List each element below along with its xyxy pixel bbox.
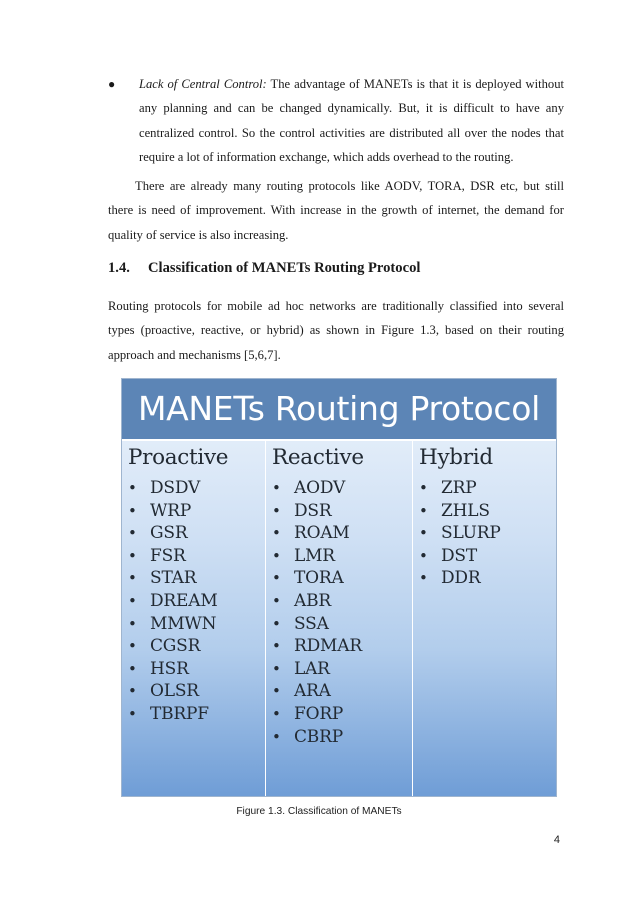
protocol-name: GSR — [150, 523, 188, 544]
bullet-icon: • — [128, 501, 137, 520]
bullet-icon: • — [272, 569, 281, 588]
bullet-icon: • — [128, 591, 137, 610]
bullet-icon: • — [272, 524, 281, 543]
protocol-item — [122, 590, 265, 613]
protocol-item — [122, 545, 265, 568]
protocol-name: HSR — [150, 658, 189, 679]
protocol-name: SSA — [294, 613, 329, 634]
protocol-item — [266, 522, 412, 545]
protocol-item — [266, 658, 412, 681]
protocol-item — [122, 613, 265, 636]
bullet-icon: • — [272, 682, 281, 701]
protocol-item — [266, 545, 412, 568]
bullet-icon: • — [128, 546, 137, 565]
protocol-name: DSR — [294, 500, 332, 521]
bullet-icon: • — [272, 727, 281, 746]
bullet-icon: • — [419, 479, 428, 497]
figure-header: MANETs Routing Protocol — [122, 379, 556, 441]
protocol-item — [122, 500, 265, 523]
protocol-name: WRP — [150, 500, 192, 521]
protocol-name: STAR — [150, 568, 197, 589]
protocol-item — [266, 613, 412, 636]
figure-caption: Figure 1.3. Classification of MANETs — [236, 806, 402, 817]
column-reactive — [266, 439, 413, 796]
bullet-item-central-control — [108, 72, 564, 170]
protocol-item — [266, 680, 412, 703]
bullet-icon: • — [128, 659, 137, 678]
bullet-icon: • — [128, 614, 137, 633]
figure-manets-classification — [121, 378, 557, 797]
protocol-name: ROAM — [294, 523, 350, 544]
protocol-name: RDMAR — [294, 636, 362, 657]
protocol-item — [122, 658, 265, 681]
bullet-icon: • — [272, 659, 281, 678]
protocol-item — [266, 590, 412, 613]
bullet-body: The advantage of MANETs is that it is deployed without any planning and can be changed dynamically. But, it is difficult to have any centralized control. So the control activities are distributed all over the nodes that require a lot of information exchange, which adds overhead to the routing. — [139, 77, 564, 165]
protocol-item — [266, 500, 412, 523]
section-number: 1.4. — [108, 260, 130, 276]
column-title: Proactive — [128, 445, 229, 470]
protocol-name: TBRPF — [150, 703, 209, 724]
protocol-item — [413, 545, 557, 568]
protocol-list — [266, 477, 412, 748]
page-number: 4 — [553, 834, 560, 846]
bullet-icon: • — [272, 704, 281, 723]
protocol-item — [122, 703, 265, 726]
protocol-list — [122, 477, 265, 726]
protocol-item — [413, 500, 557, 523]
protocol-item — [122, 522, 265, 545]
bullet-icon: • — [419, 501, 428, 520]
bullet-icon: • — [128, 479, 137, 497]
protocol-name: TORA — [294, 568, 344, 589]
protocol-name: CGSR — [150, 636, 201, 657]
section-title: Classification of MANETs Routing Protocol — [148, 260, 421, 276]
bullet-icon: • — [128, 704, 137, 723]
protocol-list — [413, 477, 557, 590]
bullet-icon: • — [128, 682, 137, 701]
protocol-item — [413, 567, 557, 590]
protocol-item — [266, 477, 412, 500]
bullet-icon: • — [128, 569, 137, 588]
protocol-name: LAR — [294, 658, 330, 679]
column-title: Hybrid — [419, 445, 493, 470]
bullet-text — [139, 72, 564, 170]
protocol-name: OLSR — [150, 681, 199, 702]
protocol-name: DREAM — [150, 590, 218, 611]
bullet-icon: • — [272, 479, 281, 497]
section-heading — [108, 259, 420, 277]
column-hybrid — [413, 439, 557, 796]
bullet-icon: • — [128, 637, 137, 656]
bullet-lead: Lack of Central Control: — [139, 77, 267, 91]
protocol-name: FORP — [294, 703, 344, 724]
paragraph-classification: Routing protocols for mobile ad hoc networks are traditionally classified into several types (proactive, reactive, or hybrid) as shown in Figure 1.3, based on their routing approach and mechanisms [5,6,7]. — [108, 299, 564, 362]
bullet-icon: • — [272, 591, 281, 610]
column-title: Reactive — [272, 445, 364, 470]
protocol-name: ABR — [294, 590, 331, 611]
bullet-icon: • — [272, 637, 281, 656]
protocol-item — [122, 477, 265, 500]
protocol-name: ARA — [294, 681, 331, 702]
protocol-item — [413, 522, 557, 545]
protocol-name: AODV — [294, 478, 346, 498]
protocol-item — [266, 726, 412, 749]
protocol-name: MMWN — [150, 613, 217, 634]
protocol-item — [413, 477, 557, 500]
bullet-icon: • — [419, 546, 428, 565]
protocol-item — [122, 567, 265, 590]
protocol-name: DST — [441, 545, 478, 566]
protocol-name: ZRP — [441, 478, 477, 498]
protocol-name: DDR — [441, 568, 481, 589]
protocol-item — [266, 567, 412, 590]
protocol-name: LMR — [294, 545, 335, 566]
protocol-item — [122, 635, 265, 658]
protocol-name: DSDV — [150, 478, 201, 498]
protocol-name: CBRP — [294, 726, 343, 747]
bullet-icon: • — [419, 524, 428, 543]
bullet-icon: ● — [108, 77, 116, 91]
protocol-name: SLURP — [441, 523, 501, 544]
bullet-icon: • — [272, 546, 281, 565]
column-proactive — [122, 439, 266, 796]
protocol-item — [266, 635, 412, 658]
protocol-item — [266, 703, 412, 726]
bullet-icon: • — [272, 501, 281, 520]
protocol-item — [122, 680, 265, 703]
bullet-icon: • — [419, 569, 428, 588]
protocol-name: FSR — [150, 545, 186, 566]
paragraph-routing-protocols: There are already many routing protocols like AODV, TORA, DSR etc, but still there is need of improvement. With increase in the growth of internet, the demand for quality of service is also increasing. — [108, 179, 564, 242]
bullet-icon: • — [128, 524, 137, 543]
bullet-icon: • — [272, 614, 281, 633]
protocol-name: ZHLS — [441, 500, 490, 521]
